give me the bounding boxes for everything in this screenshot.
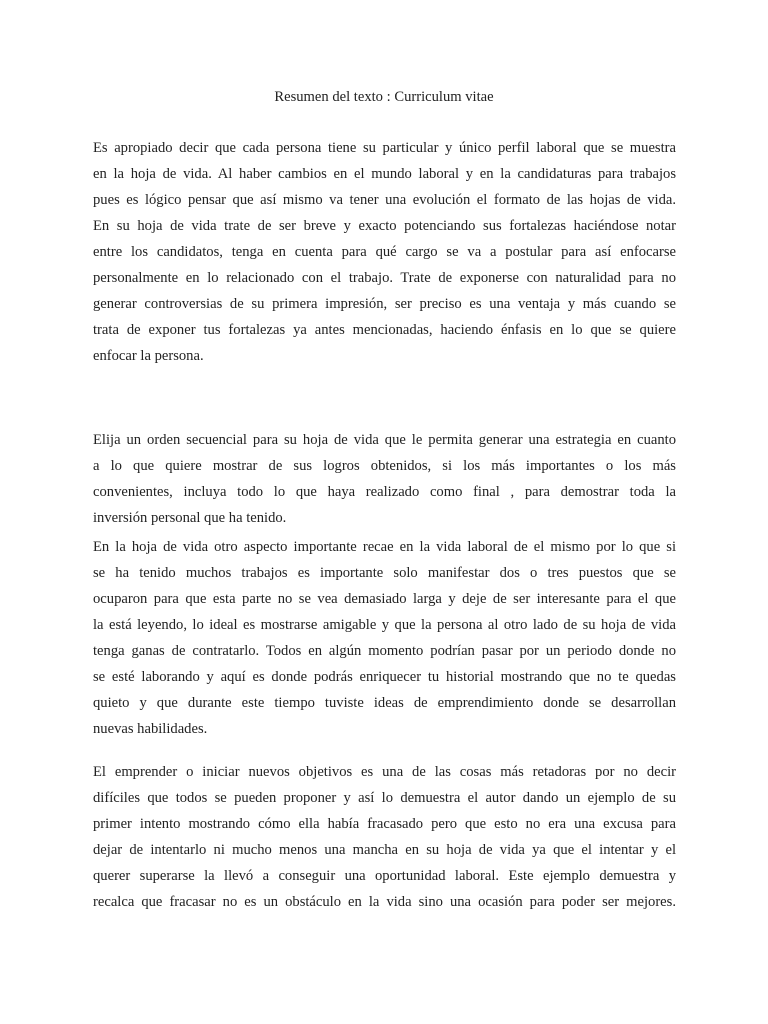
paragraph-line: En la hoja de vida otro aspecto importante recae en la vida laboral de el mismo por lo que si	[93, 539, 676, 555]
paragraph-line: El emprender o iniciar nuevos objetivos es una de las cosas más retadoras por no decir	[93, 764, 676, 780]
paragraph-line: nuevas habilidades.	[93, 721, 208, 737]
paragraph-line: inversión personal que ha tenido.	[93, 510, 287, 526]
paragraph-line: recalca que fracasar no es un obstáculo en la vida sino una ocasión para poder ser mejores.	[93, 894, 676, 910]
paragraph-line: ocuparon para que esta parte no se vea demasiado larga y deje de ser interesante para el que	[93, 591, 676, 607]
paragraph-line: primer intento mostrando cómo ella había fracasado pero que esto no era una excusa para	[93, 816, 676, 832]
paragraph-line: Elija un orden secuencial para su hoja de vida que le permita generar una estrategia en cuanto	[93, 432, 676, 448]
paragraph-3	[93, 534, 676, 742]
paragraph-line: a lo que quiere mostrar de sus logros obtenidos, si los más importantes o los más	[93, 458, 676, 474]
paragraph-line: la está leyendo, lo ideal es mostrarse amigable y que la persona al otro lado de su hoja de vida	[93, 617, 676, 633]
paragraph-line: en la hoja de vida. Al haber cambios en el mundo laboral y en la candidaturas para trabajos	[93, 166, 676, 182]
paragraph-2	[93, 427, 676, 531]
paragraph-line: querer superarse la llevó a conseguir una oportunidad laboral. Este ejemplo demuestra y	[93, 868, 676, 884]
paragraph-line: dejar de intentarlo ni mucho menos una mancha en su hoja de vida ya que el intentar y el	[93, 842, 676, 858]
paragraph-line: En su hoja de vida trate de ser breve y exacto potenciando sus fortalezas haciéndose notar	[93, 218, 676, 234]
paragraph-line: convenientes, incluya todo lo que haya realizado como final , para demostrar toda la	[93, 484, 676, 500]
paragraph-line: tenga ganas de contratarlo. Todos en algún momento podrían pasar por un periodo donde no	[93, 643, 676, 659]
paragraph-line: trata de exponer tus fortalezas ya antes mencionadas, haciendo énfasis en lo que se quiere	[93, 322, 676, 338]
paragraph-1	[93, 135, 676, 369]
document-title: Resumen del texto : Curriculum vitae	[274, 89, 494, 105]
paragraph-line: difíciles que todos se pueden proponer y así lo demuestra el autor dando un ejemplo de su	[93, 790, 676, 806]
paragraph-line: enfocar la persona.	[93, 348, 204, 364]
paragraph-line: Es apropiado decir que cada persona tiene su particular y único perfil laboral que se muestra	[93, 140, 676, 156]
paragraph-4	[93, 759, 676, 915]
paragraph-line: pues es lógico pensar que así mismo va tener una evolución el formato de las hojas de vida.	[93, 192, 676, 208]
paragraph-line: personalmente en lo relacionado con el trabajo. Trate de exponerse con naturalidad para no	[93, 270, 676, 286]
paragraph-line: quieto y que durante este tiempo tuviste ideas de emprendimiento donde se desarrollan	[93, 695, 676, 711]
paragraph-line: generar controversias de su primera impresión, ser preciso es una ventaja y más cuando se	[93, 296, 676, 312]
paragraph-line: entre los candidatos, tenga en cuenta para qué cargo se va a postular para así enfocarse	[93, 244, 676, 260]
paragraph-line: se ha tenido muchos trabajos es importante solo manifestar dos o tres puestos que se	[93, 565, 676, 581]
paragraph-line: se esté laborando y aquí es donde podrás enriquecer tu historial mostrando que no te quedas	[93, 669, 676, 685]
